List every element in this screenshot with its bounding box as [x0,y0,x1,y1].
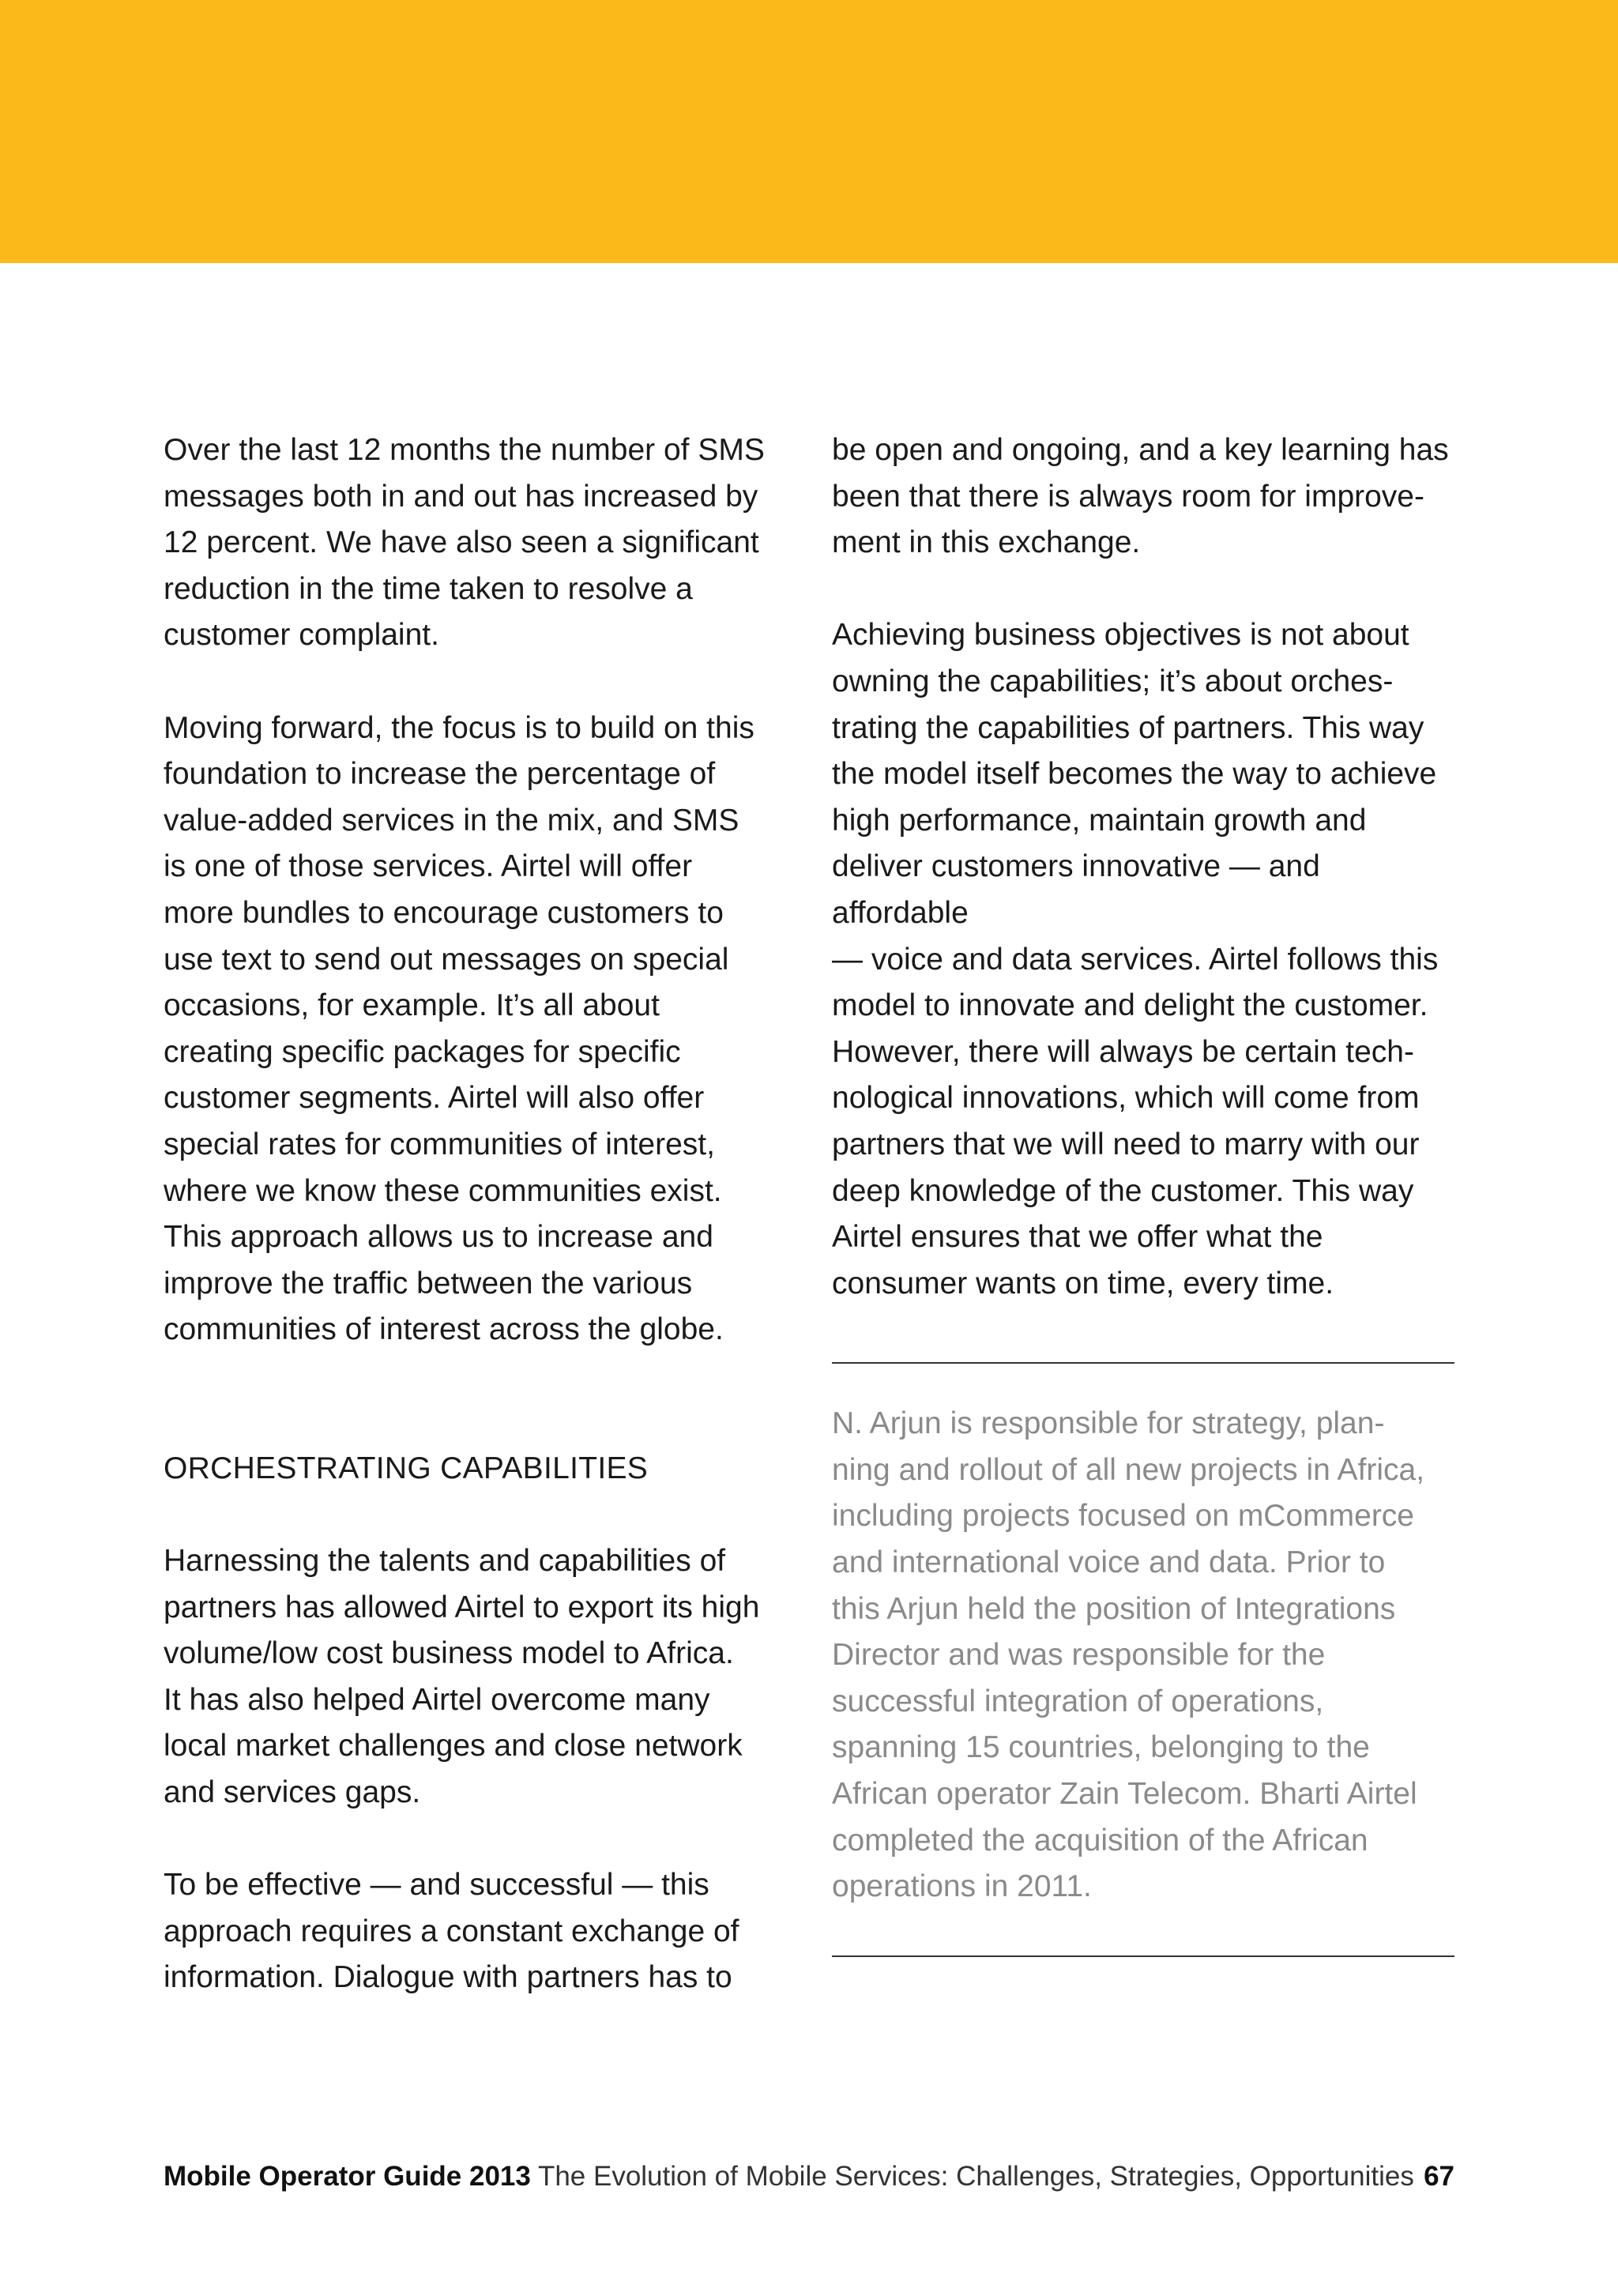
left-paragraph-moving-forward: Moving forward, the focus is to build on this foundation to increase the percentage of value-added services in the mix, and SMS is one of those services. Airtel will offer more bundles to encourage customers to use text to send out messages on special occasions, for example. It’s all about creating specific packages for specific customer segments. Airtel will also offer special rates for communities of interest, where we know these communities exist. This approach allows us to increase and improve the traffic between the various communities of interest across the globe. [164,710,754,1347]
section-heading: ORCHESTRATING CAPABILITIES [164,1451,649,1485]
right-column [832,427,1464,1957]
bio-top-divider [832,1362,1454,1364]
author-bio: N. Arjun is responsible for strategy, plan- ning and rollout of all new projects in Africa, including projects focused on mCommerce and international voice and data. Prior to this Arjun held the position of Integrations Director and was responsible for the successful integration of operations, spanning 15 countries, belonging to the African operator Zain Telecom. Bharti Airtel completed the acquisition of the African operations in 2011. [832,1406,1425,1904]
footer-publication-subtitle: The Evolution of Mobile Services: Challenges, Strategies, Opportunities [537,2161,1414,2192]
right-paragraph-business-objectives: Achieving business objectives is not about owning the capabilities; it’s about orches- trating the capabilities of partners. This way the model itself becomes the way to achieve high performance, maintain growth and deliver customers innovative — and affordable — voice and data services. Airtel follows this model to innovate and delight the customer. However, there will always be certain tech- nological innovations, which will come from partners that we will need to marry with our deep knowledge of the customer. This way Airtel ensures that we offer what the consumer wants on time, every time. [832,618,1439,1300]
left-paragraph-effective-approach: To be effective — and successful — this approach requires a constant exchange of information. Dialogue with partners has to [164,1868,739,1995]
left-column [164,427,788,2048]
left-paragraph-sms-growth: Over the last 12 months the number of SMS messages both in and out has increased by 12 percent. We have also seen a significant reduction in the time taken to resolve a customer complaint. [164,433,765,653]
right-paragraph-open-dialogue: be open and ongoing, and a key learning has been that there is always room for improve- ment in this exchange. [832,433,1449,560]
page-number: 67 [1424,2161,1454,2192]
page-footer [164,2157,1454,2196]
header-color-band [0,0,1618,263]
left-paragraph-harnessing-partners: Harnessing the talents and capabilities of partners has allowed Airtel to export its high volume/low cost business model to Africa. It has also helped Airtel overcome many local market challenges and close network and services gaps. [164,1544,760,1810]
bio-bottom-divider [832,1955,1454,1957]
footer-publication-title: Mobile Operator Guide 2013 [164,2161,531,2192]
